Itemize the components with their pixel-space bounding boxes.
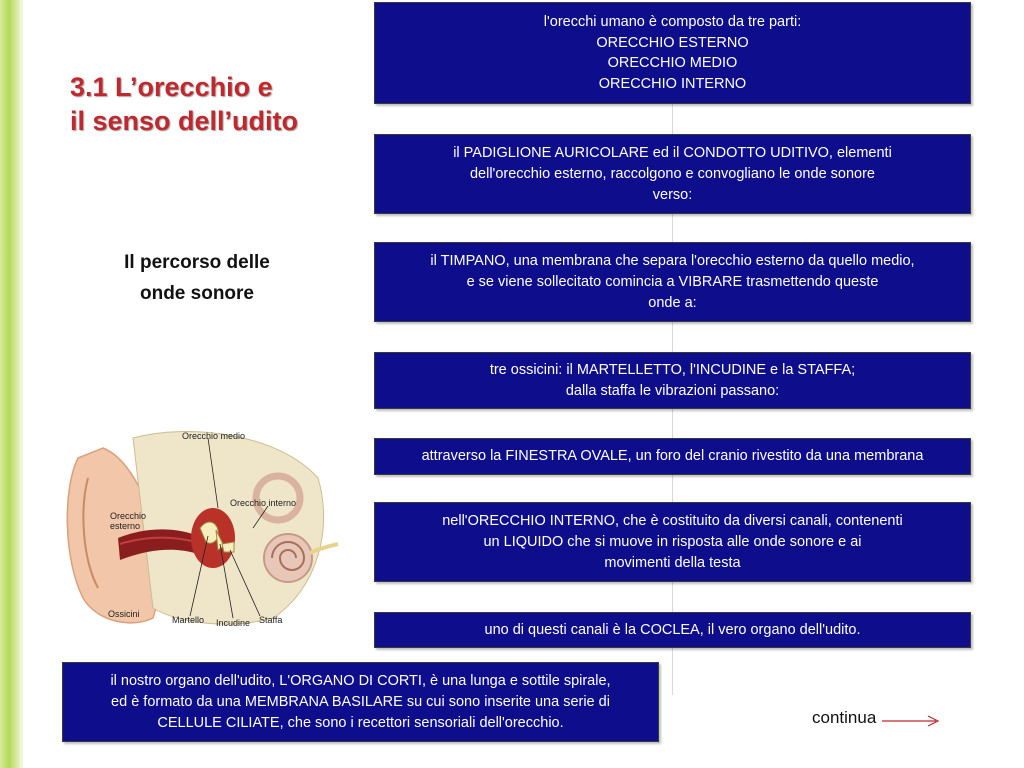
label-ossicles: Ossicini bbox=[108, 609, 140, 619]
slide-subtitle-line-1: Il percorso delle bbox=[124, 252, 270, 273]
slide-subtitle-line-2: onde sonore bbox=[139, 283, 254, 304]
slide-title-line-1: 3.1 L’orecchio e bbox=[70, 72, 273, 102]
box-line: il PADIGLIONE AURICOLARE ed il CONDOTTO UDITIVO, elementi bbox=[453, 144, 892, 161]
side-accent-bar bbox=[0, 0, 20, 768]
box-line: nell'ORECCHIO INTERNO, che è costituito da diversi canali, contenenti bbox=[442, 512, 903, 529]
label-anvil: Incudine bbox=[216, 618, 251, 628]
step-box-ear-parts bbox=[374, 2, 971, 104]
box-line: onde a: bbox=[648, 294, 697, 311]
ear-anatomy-illustration bbox=[58, 418, 340, 633]
box-line: verso: bbox=[652, 186, 693, 203]
box-line: tre ossicini: il MARTELLETTO, l'INCUDINE e la STAFFA; bbox=[489, 361, 856, 378]
step-box-cochlea bbox=[374, 612, 971, 648]
ear-anatomy-drawing bbox=[58, 418, 340, 633]
box-line: dell'orecchio esterno, raccolgono e convogliano le onde sonore bbox=[469, 165, 875, 182]
arrow-right-icon[interactable] bbox=[882, 714, 940, 728]
slide-title bbox=[70, 70, 298, 138]
box-line: e se viene sollecitato comincia a VIBRARE trasmettendo queste bbox=[466, 273, 879, 290]
label-inner-ear: Orecchio interno bbox=[230, 498, 297, 508]
box-line: ORECCHIO MEDIO bbox=[607, 55, 738, 71]
continue-label[interactable]: continua bbox=[812, 708, 877, 727]
continue-link[interactable] bbox=[812, 708, 940, 728]
label-outer-ear-line-1: Orecchio bbox=[110, 511, 147, 521]
label-hammer: Martello bbox=[172, 615, 205, 625]
label-middle-ear: Orecchio medio bbox=[182, 431, 246, 441]
step-box-auricle bbox=[374, 134, 971, 214]
box-line: il TIMPANO, una membrana che separa l'orecchio esterno da quello medio, bbox=[430, 252, 915, 269]
label-outer-ear-line-2: esterno bbox=[110, 521, 141, 531]
step-box-eardrum bbox=[374, 242, 971, 322]
slide-title-line-2: il senso dell’udito bbox=[70, 106, 299, 136]
slide-subtitle bbox=[92, 247, 302, 309]
box-line: il nostro organo dell'udito, L'ORGANO DI CORTI, è una lunga e sottile spirale, bbox=[110, 672, 611, 689]
box-line: ORECCHIO ESTERNO bbox=[596, 34, 749, 51]
box-line: ed è formato da una MEMBRANA BASILARE su cui sono inserite una serie di bbox=[111, 693, 610, 710]
step-box-oval-window bbox=[374, 438, 971, 475]
box-line: l'orecchi umano è composto da tre parti: bbox=[543, 14, 802, 30]
label-stirrup: Staffa bbox=[259, 615, 283, 625]
box-line: CELLULE CILIATE, che sono i recettori sensoriali dell'orecchio. bbox=[157, 714, 564, 731]
step-box-ossicles bbox=[374, 352, 971, 409]
step-box-organ-of-corti bbox=[62, 662, 659, 742]
box-line: dalla staffa le vibrazioni passano: bbox=[565, 382, 780, 399]
box-line: attraverso la FINESTRA OVALE, un foro del cranio rivestito da una membrana bbox=[421, 448, 924, 464]
box-line: movimenti della testa bbox=[604, 554, 741, 571]
step-box-inner-ear bbox=[374, 502, 971, 582]
box-line: uno di questi canali è la COCLEA, il vero organo dell'udito. bbox=[484, 621, 861, 638]
box-line: ORECCHIO INTERNO bbox=[598, 75, 747, 92]
box-line: un LIQUIDO che si muove in risposta alle onde sonore e ai bbox=[483, 533, 862, 550]
